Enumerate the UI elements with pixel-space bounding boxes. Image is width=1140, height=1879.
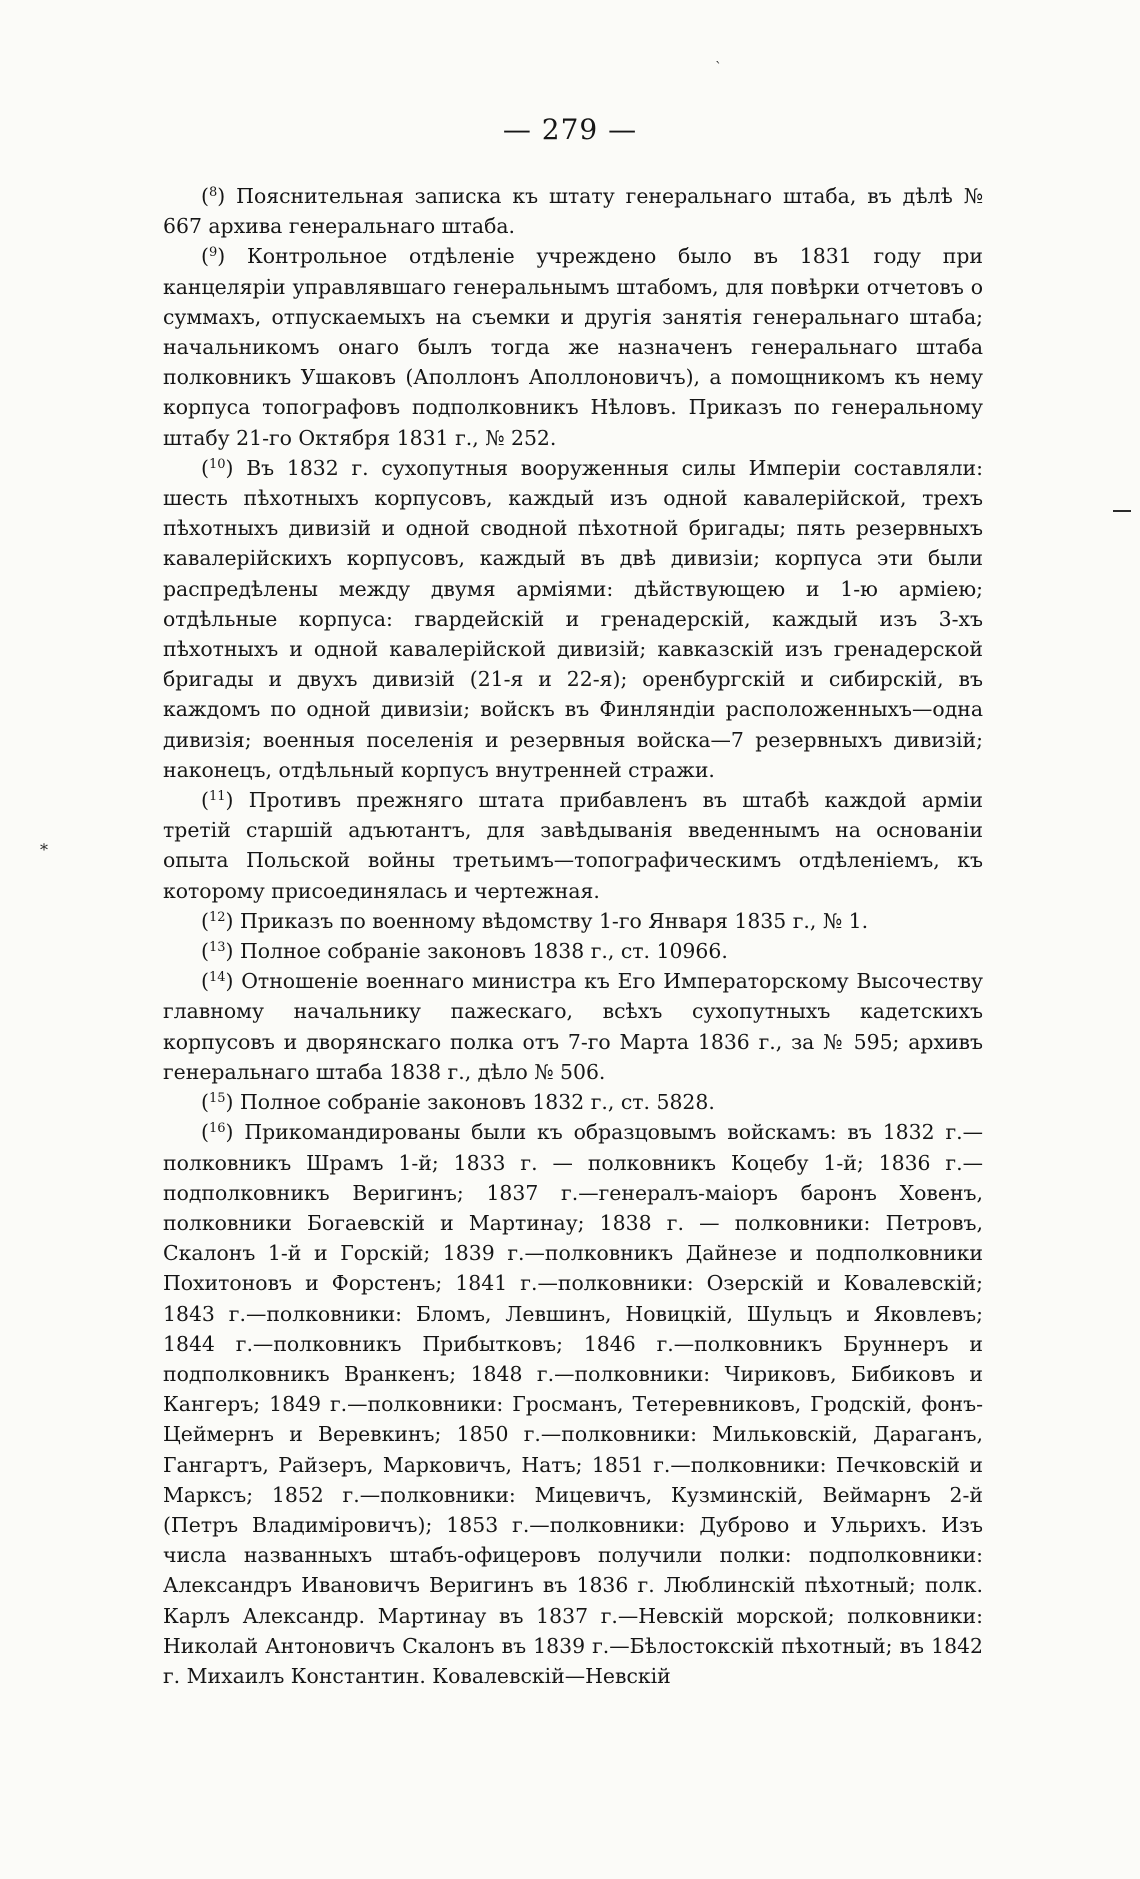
stray-mark-top: ˋ — [715, 60, 722, 76]
footnote-text: Отношеніе военнаго министра къ Его Императорскому Высочеству главному начальнику пажескаго, всѣхъ сухопутныхъ кадетскихъ корпусовъ и дворянскаго полка отъ 7-го Марта 1836 г., за № 595; архивъ генеральнаго штаба 1838 г., дѣло № 506. — [163, 969, 984, 1084]
footnote-text: Прикомандированы были къ образцовымъ войскамъ: въ 1832 г.—полковникъ Шрамъ 1-й; 1833 г. — полковникъ Коцебу 1-й; 1836 г.—подполковникъ Веригинъ; 1837 г.—генералъ-маіоръ баронъ Ховенъ, полковники Богаевскій и Мартинау; 1838 г. — полковники: Петровъ, Скалонъ 1-й и Горскій; 1839 г.—полковникъ Дайнезе и подполковники Похитоновъ и Форстенъ; 1841 г.—полковники: Озерскій и Ковалевскій; 1843 г.—полковники: Бломъ, Левшинъ, Новицкій, Шульцъ и Яковлевъ; 1844 г.—полковникъ Прибытковъ; 1846 г.—полковникъ Бруннеръ и подполковникъ Вранкенъ; 1848 г.—полковники: Чириковъ, Бибиковъ и Кангеръ; 1849 г.—полковники: Гросманъ, Тетеревниковъ, Гродскій, фонъ-Цеймернъ и Веревкинъ; 1850 г.—полковники: Мильковскій, Дараганъ, Гангартъ, Райзеръ, Марковичъ, Натъ; 1851 г.—полковники: Печковскій и Марксъ; 1852 г.—полковники: Мицевичъ, Кузминскій, Веймарнъ 2-й (Петръ Владиміровичъ); 1853 г.—полковники: Дуброво и Ульрихъ. Изъ числа названныхъ штабъ-офицеровъ получили полки: подполковники: Александръ Ивановичъ Веригинъ въ 1836 г. Люблинскій пѣхотный; полк. Карлъ Александр. Мартинау въ 1837 г.—Невскій морской; полковники: Николай Антоновичъ Скалонъ въ 1839 г.—Бѣлостокскій пѣхотный; въ 1842 г. Михаилъ Константин. Ковалевскій—Невскій — [163, 1120, 983, 1688]
footnote-14: ($^{14}$) Отношеніе военнаго министра къ Его Императорскому Высочеству главному начальнику пажескаго, всѣхъ сухопутныхъ кадетскихъ корпусовъ и дворянскаго полка отъ 7-го Марта 1836 г., за № 595; архивъ генеральнаго штаба 1838 г., дѣло № 506. — [163, 969, 984, 1084]
footnote-marker: 11 — [208, 789, 226, 805]
footnote-12: ($^{12}$) Приказъ по военному вѣдомству 1-го Января 1835 г., № 1. — [201, 908, 869, 933]
footnote-marker: 10 — [208, 456, 226, 472]
footnote-text: Приказъ по военному вѣдомству 1-го Января 1835 г., № 1. — [239, 908, 869, 933]
footnote-13: ($^{13}$) Полное собраніе законовъ 1838 г., ст. 10966. — [201, 939, 728, 964]
footnote-15: ($^{15}$) Полное собраніе законовъ 1832 г., ст. 5828. — [201, 1090, 715, 1115]
footnote-8: ($^8$) Пояснительная записка къ штату генеральнаго штаба, въ дѣлѣ № 667 архива генеральнаго штаба. — [163, 184, 983, 239]
footnote-text: Контрольное отдѣленіе учреждено было въ 1831 году при канцеляріи управлявшаго генеральнымъ штабомъ, для повѣрки отчетовъ о суммахъ, отпускаемыхъ на съемки и другія занятія генеральнаго штаба; начальникомъ онаго былъ тогда же назначенъ генеральнаго штаба полковникъ Ушаковъ (Аполлонъ Аполлоновичъ), а помощникомъ къ нему корпуса топографовъ подполковникъ Нѣловъ. Приказъ по генеральному штабу 21-го Октября 1831 г., № 252. — [163, 244, 983, 450]
footnote-marker: 14 — [208, 970, 226, 986]
footnote-marker: 13 — [208, 940, 226, 956]
footnote-text: Пояснительная записка къ штату генеральнаго штаба, въ дѣлѣ № 667 архива генеральнаго штаба. — [163, 184, 983, 239]
footnote-text: Противъ прежняго штата прибавленъ въ штабѣ каждой арміи третій старшій адъютантъ, для завѣдыванія введеннымъ на основаніи опыта Польской войны третьимъ—топографическимъ отдѣленіемъ, къ которому присоединялась и чертежная. — [163, 788, 983, 903]
footnote-marker: 9 — [208, 245, 218, 261]
stray-mark-right — [1113, 510, 1131, 512]
footnote-16: ($^{16}$) Прикомандированы были къ образцовымъ войскамъ: въ 1832 г.—полковникъ Шрамъ 1-й; 1833 г. — полковникъ Коцебу 1-й; 1836 г.—подполковникъ Веригинъ; 1837 г.—генералъ-маіоръ баронъ Ховенъ, полковники Богаевскій и Мартинау; 1838 г. — полковники: Петровъ, Скалонъ 1-й и Горскій; 1839 г.—полковникъ Дайнезе и подполковники Похитоновъ и Форстенъ; 1841 г.—полковники: Озерскій и Ковалевскій; 1843 г.—полковники: Бломъ, Левшинъ, Новицкій, Шульцъ и Яковлевъ; 1844 г.—полковникъ Прибытковъ; 1846 г.—полковникъ Бруннеръ и подполковникъ Вранкенъ; 1848 г.—полковники: Чириковъ, Бибиковъ и Кангеръ; 1849 г.—полковники: Гросманъ, Тетеревниковъ, Гродскій, фонъ-Цеймернъ и Веревкинъ; 1850 г.—полковники: Мильковскій, Дараганъ, Гангартъ, Райзеръ, Марковичъ, Натъ; 1851 г.—полковники: Печковскій и Марксъ; 1852 г.—полковники: Мицевичъ, Кузминскій, Веймарнъ 2-й (Петръ Владиміровичъ); 1853 г.—полковники: Дуброво и Ульрихъ. Изъ числа названныхъ штабъ-офицеровъ получили полки: подполковники: Александръ Ивановичъ Веригинъ въ 1836 г. Люблинскій пѣхотный; полк. Карлъ Александр. Мартинау въ 1837 г.—Невскій морской; полковники: Николай Антоновичъ Скалонъ въ 1839 г.—Бѣлостокскій пѣхотный; въ 1842 г. Михаилъ Константин. Ковалевскій—Невскій — [163, 1120, 983, 1688]
footnote-marker: 12 — [208, 909, 226, 925]
page-number: — 279 — — [502, 113, 638, 146]
footnote-marker: 16 — [208, 1121, 226, 1137]
footnote-marker: 8 — [208, 185, 218, 200]
footnotes-block — [163, 181, 983, 1691]
footnote-text: Полное собраніе законовъ 1832 г., ст. 5828. — [239, 1090, 715, 1115]
footnote-text: Полное собраніе законовъ 1838 г., ст. 10966. — [239, 939, 728, 964]
footnote-11: ($^{11}$) Противъ прежняго штата прибавленъ въ штабѣ каждой арміи третій старшій адъютантъ, для завѣдыванія введеннымъ на основаніи опыта Польской войны третьимъ—топографическимъ отдѣленіемъ, къ которому присоединялась и чертежная. — [163, 788, 983, 903]
footnote-text: Въ 1832 г. сухопутныя вооруженныя силы Имперіи составляли: шесть пѣхотныхъ корпусовъ, каждый изъ одной кавалерійской, трехъ пѣхотныхъ дивизій и одной сводной пѣхотной бригады; пять резервныхъ кавалерійскихъ корпусовъ, каждый въ двѣ дивизіи; корпуса эти были распредѣлены между двумя арміями: дѣйствующею и 1-ю арміею; отдѣльные корпуса: гвардейскій и гренадерскій, каждый изъ 3-хъ пѣхотныхъ и одной кавалерійской дивизій; кавказскій изъ гренадерской бригады и двухъ дивизій (21-я и 22-я); оренбургскій и сибирскій, въ каждомъ по одной дивизіи; войскъ въ Финляндіи расположенныхъ—одна дивизія; военныя поселенія и резервныя войска—7 резервныхъ дивизій; наконецъ, отдѣльный корпусъ внутренней стражи. — [163, 455, 984, 782]
footnote-9: ($^9$) Контрольное отдѣленіе учреждено было въ 1831 году при канцеляріи управлявшаго генеральнымъ штабомъ, для повѣрки отчетовъ о суммахъ, отпускаемыхъ на съемки и другія занятія генеральнаго штаба; начальникомъ онаго былъ тогда же назначенъ генеральнаго штаба полковникъ Ушаковъ (Аполлонъ Аполлоновичъ), а помощникомъ къ нему корпуса топографовъ подполковникъ Нѣловъ. Приказъ по генеральному штабу 21-го Октября 1831 г., № 252. — [163, 244, 983, 450]
footnote-marker: 15 — [208, 1091, 226, 1107]
footnote-10: ($^{10}$) Въ 1832 г. сухопутныя вооруженныя силы Имперіи составляли: шесть пѣхотныхъ корпусовъ, каждый изъ одной кавалерійской, трехъ пѣхотныхъ дивизій и одной сводной пѣхотной бригады; пять резервныхъ кавалерійскихъ корпусовъ, каждый въ двѣ дивизіи; корпуса эти были распредѣлены между двумя арміями: дѣйствующею и 1-ю арміею; отдѣльные корпуса: гвардейскій и гренадерскій, каждый изъ 3-хъ пѣхотныхъ и одной кавалерійской дивизій; кавказскій изъ гренадерской бригады и двухъ дивизій (21-я и 22-я); оренбургскій и сибирскій, въ каждомъ по одной дивизіи; войскъ въ Финляндіи расположенныхъ—одна дивизія; военныя поселенія и резервныя войска—7 резервныхъ дивизій; наконецъ, отдѣльный корпусъ внутренней стражи. — [163, 455, 984, 782]
stray-mark-left: ⁎ — [40, 835, 48, 854]
